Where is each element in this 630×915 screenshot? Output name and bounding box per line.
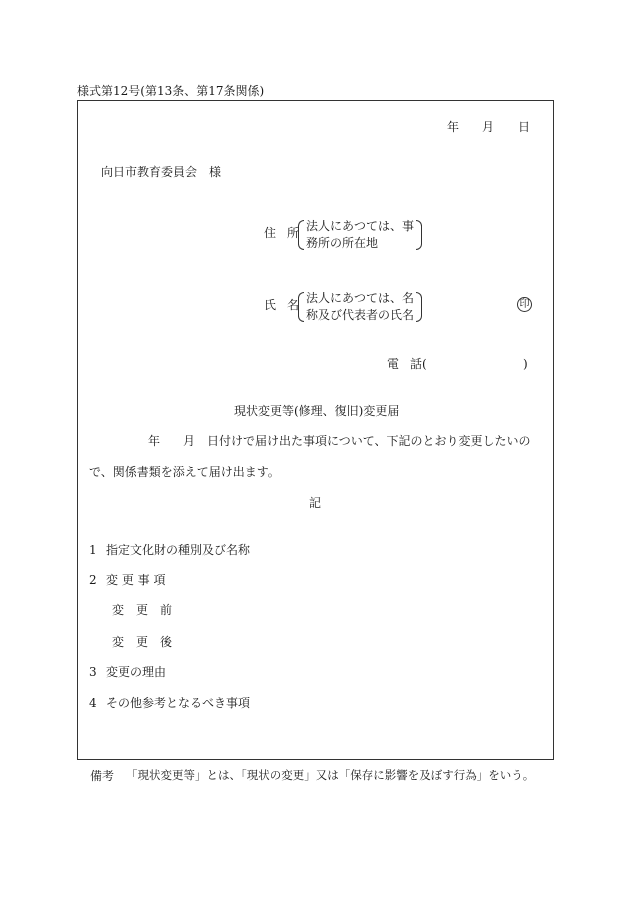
phone-close-paren: ) [523,357,528,371]
name-note [298,290,422,324]
address-note-line1: 法人にあつては、事 [306,219,415,233]
item-3-number: 3 [89,665,97,679]
item-before-change: 変 更 前 [112,603,173,617]
right-bracket [416,220,422,250]
phone-label-1: 電 [387,357,400,371]
addressee: 向日市教育委員会 様 [101,165,222,179]
item-2-number: 2 [89,573,97,587]
name-label-1: 氏 [264,298,277,312]
date-day-label: 日 [518,120,531,134]
body-month-label: 月 [183,434,196,448]
address-note-text [306,218,414,252]
address-label-2: 所 [287,226,300,240]
name-label-2: 名 [287,298,300,312]
right-bracket [416,292,422,322]
name-note-line1: 法人にあつては、名 [306,291,415,305]
phone-label-2: 話( [410,357,427,371]
item-1-number: 1 [89,543,97,557]
item-1-text: 指定文化財の種別及び名称 [106,543,251,557]
form-number: 様式第12号(第13条、第17条関係) [77,84,265,98]
left-bracket [298,292,304,322]
remarks-text: 「現状変更等」とは、「現状の変更」又は「保存に影響を及ぼす行為」をいう。 [126,768,535,782]
body-line-1: 日付けで届け出た事項について、下記のとおり変更したいの [207,434,531,448]
body-line-2: で、関係書類を添えて届け出ます。 [89,465,280,479]
name-note-line2: 称及び代表者の氏名 [306,308,415,322]
item-4-text: その他参考となるべき事項 [106,696,251,710]
seal-mark: 印 [517,297,532,312]
item-2-text: 変 更 事 項 [106,573,166,587]
item-3-text: 変更の理由 [106,665,167,679]
ki-heading: 記 [309,496,322,510]
address-label-1: 住 [264,226,277,240]
item-4-number: 4 [89,696,97,710]
address-note [298,218,422,252]
remarks-label: 備考 [90,769,115,783]
date-month-label: 月 [482,120,495,134]
form-frame [77,100,554,760]
body-year-label: 年 [148,434,161,448]
left-bracket [298,220,304,250]
date-year-label: 年 [447,120,460,134]
address-note-line2: 務所の所在地 [306,236,379,250]
name-note-text [306,290,414,324]
item-after-change: 変 更 後 [112,635,173,649]
document-title: 現状変更等(修理、復旧)変更届 [234,404,400,418]
